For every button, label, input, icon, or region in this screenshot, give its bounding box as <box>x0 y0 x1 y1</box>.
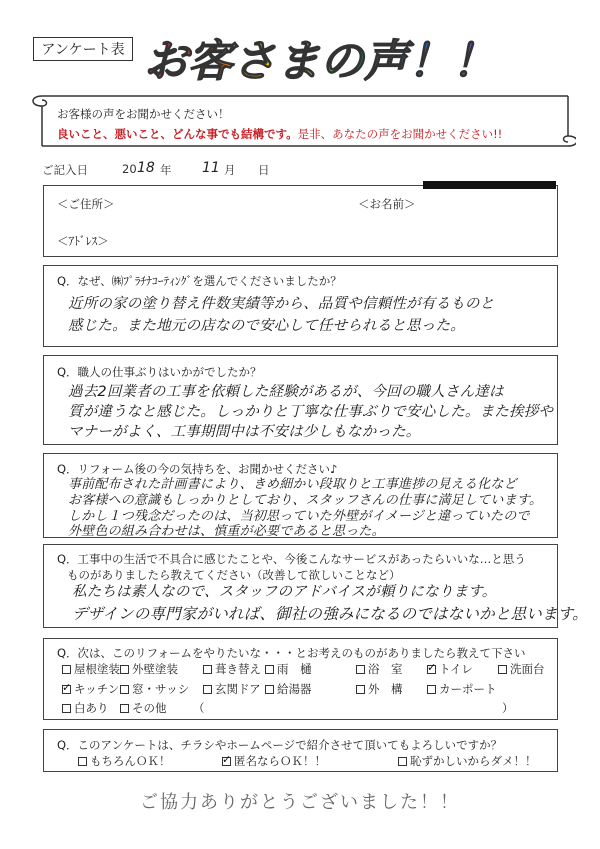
option-label: トイレ <box>439 662 473 676</box>
q5-option[interactable] <box>356 661 403 677</box>
answer-3-line-2: お客様への意識もしっかりとしており、スタッフさんの仕事に満足しています。 <box>68 493 543 508</box>
redaction-bar <box>423 181 556 189</box>
intro-emphasis: 良いこと、悪いこと、どんな事でも結構です。 <box>57 127 298 141</box>
answer-3-line-1: 事前配布された計画書により、きめ細かい段取りと工事進捗の見える化など <box>68 477 517 492</box>
option-label: 玄関ドア <box>215 682 261 696</box>
date-label: ご記入日 <box>42 163 88 177</box>
page-title <box>140 30 540 90</box>
checkbox[interactable] <box>78 757 87 766</box>
answer-4-line-1: 私たちは素人なので、スタッフのアドバイスが頼りになります。 <box>72 584 497 600</box>
q5-option[interactable] <box>427 681 497 697</box>
checkbox[interactable] <box>265 665 274 674</box>
checkbox[interactable] <box>120 665 129 674</box>
answer-2-line-1: 過去2回業者の工事を依頼した経験があるが、今回の職人さん達は <box>68 384 504 400</box>
option-label: 浴 室 <box>368 662 403 676</box>
checkbox[interactable] <box>62 704 71 713</box>
q5-option[interactable] <box>62 700 109 716</box>
option-label: 屋根塗装 <box>74 662 120 676</box>
name-label: ＜お名前＞ <box>358 197 416 211</box>
option-label: 外壁塗装 <box>132 662 178 676</box>
question-4-line-2: ものがありましたら教えてください（改善して欲しいことなど） <box>67 568 401 582</box>
questionnaire-tag: アンケート表 <box>33 37 133 61</box>
month-label: 月 <box>224 163 236 177</box>
q5-option[interactable] <box>356 681 403 697</box>
thanks-message: ご協力ありがとうございました！！ <box>140 792 460 813</box>
q5-option[interactable] <box>265 681 312 697</box>
answer-2-line-2: 質が違うなと感じた。しっかりと丁寧な仕事ぶりで安心した。また挨拶や <box>68 404 554 420</box>
option-label: 匿名ならＯＫ！！ <box>234 754 326 768</box>
question-5: Q．次は、このリフォームをやりたいな・・・とお考えのものがありましたら教えて下さい <box>57 646 526 660</box>
option-label: 外 構 <box>368 682 403 696</box>
q5-option[interactable] <box>498 661 545 677</box>
question-1: Q．なぜ、㈱ﾌﾟﾗﾁﾅｺｰﾃｨﾝｸﾞを選んでくださいましたか？ <box>57 274 342 288</box>
month-handwritten: 11 <box>202 160 220 176</box>
checkbox[interactable] <box>427 665 436 674</box>
option-label: 給湯器 <box>277 682 312 696</box>
q6-option[interactable] <box>398 753 537 769</box>
answer-3-line-3: しかし１つ残念だったのは、当初思っていた外壁がイメージと違っていたので <box>68 509 530 524</box>
year-label: 年 <box>160 163 172 177</box>
q5-option[interactable] <box>265 661 312 677</box>
checkbox[interactable] <box>62 665 71 674</box>
question-2: Q．職人の仕事ぶりはいかがでしたか？ <box>57 365 262 379</box>
option-label: 葺き替え <box>215 662 261 676</box>
intro-line-2 <box>57 126 502 142</box>
checkbox[interactable] <box>120 685 129 694</box>
checkbox[interactable] <box>62 685 71 694</box>
answer-4-line-2: デザインの専門家がいれば、御社の強みになるのではないかと思います。 <box>72 605 588 623</box>
option-label: 恥ずかしいからダメ！！ <box>410 754 537 768</box>
checkbox[interactable] <box>203 685 212 694</box>
email-label: ＜ｱﾄﾞﾚｽ＞ <box>57 234 109 248</box>
option-label: 洗面台 <box>510 662 545 676</box>
answer-3-line-4: 外壁色の組み合わせは、慎重が必要であると思った。 <box>68 524 385 539</box>
question-3: Q．リフォーム後の今の気持ちを、お聞かせください♪ <box>57 462 338 476</box>
intro-request: 是非、あなたの声をお聞かせください!! <box>297 127 503 141</box>
option-label: 窓・サッシ <box>132 682 190 696</box>
q5-option[interactable] <box>203 661 261 677</box>
address-box <box>43 185 558 257</box>
option-label: もちろんＯＫ！ <box>90 754 171 768</box>
option-label: 白あり <box>74 701 109 715</box>
checkbox[interactable] <box>427 685 436 694</box>
answer-1-line-2: 感じた。また地元の店なので安心して任せられると思った。 <box>68 318 465 334</box>
q6-option[interactable] <box>222 753 326 769</box>
year-handwritten: 18 <box>137 160 155 176</box>
intro-line-1: お客様の声をお聞かせください！ <box>57 107 230 121</box>
checkbox[interactable] <box>222 757 231 766</box>
checkbox[interactable] <box>356 665 365 674</box>
option-label: 雨 樋 <box>277 662 312 676</box>
answer-2-line-3: マナーがよく、工事期間中は不安は少しもなかった。 <box>68 424 421 440</box>
checkbox[interactable] <box>203 665 212 674</box>
q5-option[interactable] <box>120 700 167 716</box>
checkbox[interactable] <box>398 757 407 766</box>
option-label: その他 <box>132 701 167 715</box>
other-paren-close: ） <box>502 701 514 715</box>
question-6: Q．このアンケートは、チラシやホームページで紹介させて頂いてもよろしいですか？ <box>57 738 503 752</box>
other-paren-open: （ <box>193 701 205 715</box>
checkbox[interactable] <box>265 685 274 694</box>
q5-option[interactable] <box>62 681 119 697</box>
question-4-line-1: Q．工事中の生活で不具合に感じたことや、今後こんなサービスがあったらいいな…と思う <box>57 552 526 566</box>
day-label: 日 <box>258 163 270 177</box>
answer-1-line-1: 近所の家の塗り替え件数実績等から、品質や信頼性が有るものと <box>68 296 495 312</box>
q5-option[interactable] <box>62 661 120 677</box>
q5-option[interactable] <box>120 681 189 697</box>
option-label: キッチン <box>74 682 120 696</box>
checkbox[interactable] <box>498 665 507 674</box>
option-label: カーポート <box>439 682 497 696</box>
checkbox[interactable] <box>356 685 365 694</box>
checkbox[interactable] <box>120 704 129 713</box>
q5-option[interactable] <box>120 661 178 677</box>
address-label: ＜ご住所＞ <box>57 197 115 211</box>
page-title-text: お客さまの声！！ <box>144 36 496 87</box>
q5-option[interactable] <box>203 681 261 697</box>
year-prefix: 20 <box>122 162 137 176</box>
q6-option[interactable] <box>78 753 171 769</box>
q5-option[interactable] <box>427 661 473 677</box>
